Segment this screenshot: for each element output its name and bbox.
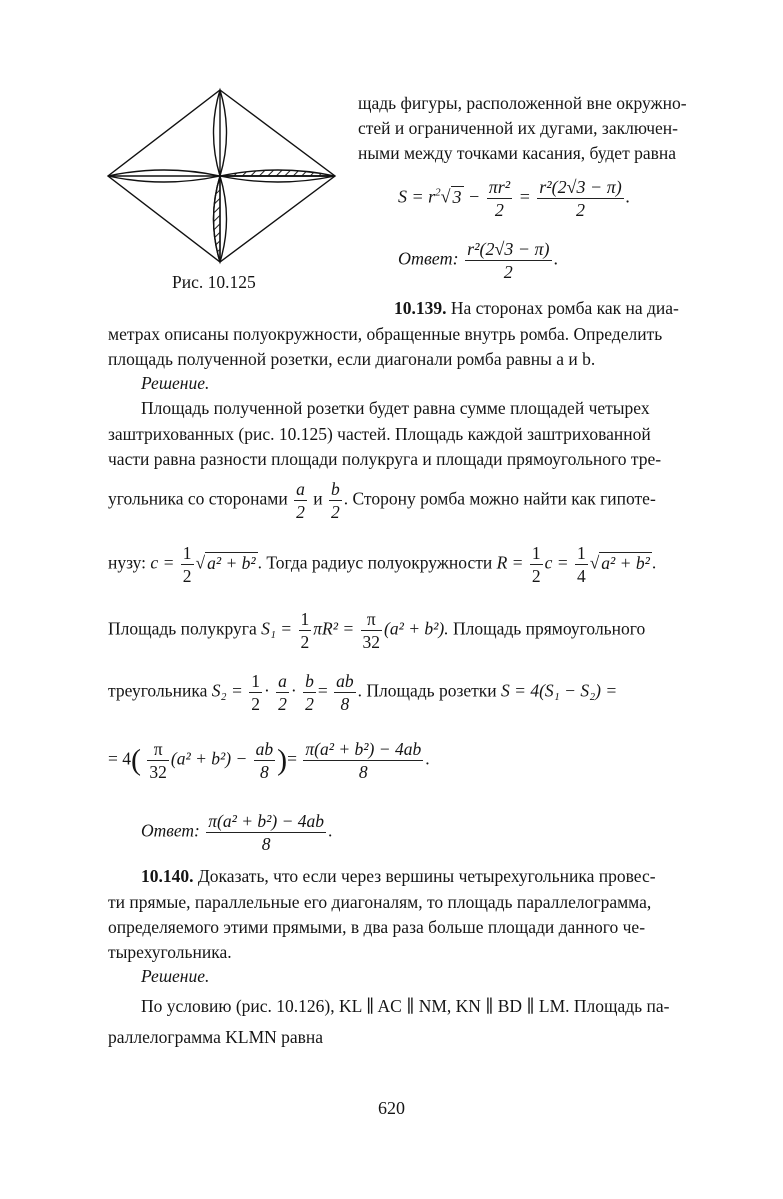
text-line: ными между точками касания, будет равна (358, 143, 677, 163)
line-semicircle: Площадь полукруга S₁ = $\frac{1}{2}$ πR² = $\frac{\pi}{32}$ (a² + b²). Площадь прямоугольного (108, 609, 646, 652)
figure-caption: Рис. 10.125 (172, 272, 256, 292)
solution-label: Решение. (141, 966, 210, 986)
text-line: метрах описаны полуокружности, обращенные внутрь ромба. Определить (108, 324, 663, 344)
answer-top: Ответ: $\frac{\text{r²(2√3 − π)}}{2}$ . (398, 239, 558, 282)
rhombus-rosette-figure (100, 80, 345, 270)
line-hypotenuse: нузу: c = $\frac{1}{2}$ √ a² + b² . Тогда радиус полуокружности R = $\frac{1}{2}$ c = $\frac{1}{4}$ √ a² + b² . (108, 543, 657, 586)
page-number: 620 (378, 1098, 405, 1118)
problem-140-first-line: 10.140. Доказать, что если через вершины четырехугольника провес- (141, 866, 656, 886)
answer-139: Ответ: $\frac{\text{π(a² + b²) − 4ab}}{8}$ . (141, 811, 333, 854)
formula-S: $S = r^2√$ 3 − $\frac{\text{πr²}}{2}$ = $\frac{\text{r²(2√3 − π)}}{2}$ . (398, 177, 631, 220)
text-line: стей и ограниченной их дугами, заключен- (358, 118, 678, 138)
problem-139-first-line: 10.139. На сторонах ромба как на диа- (394, 298, 679, 318)
solution-label: Решение. (141, 373, 210, 393)
text-line: ти прямые, параллельные его диагоналям, то площадь параллелограмма, (108, 892, 652, 912)
text-line: По условию (рис. 10.126), KL ∥ AC ∥ NM, KN ∥ BD ∥ LM. Площадь па- (141, 996, 670, 1016)
line-result: = 4( $\frac{\pi}{32}$ (a² + b²) − $\frac{ab}{8}$ )= $\frac{\text{π(a² + b²) − 4ab}}{8}$ . (108, 739, 430, 782)
text-line: части равна разности площади полукруга и площади прямоугольного тре- (108, 449, 662, 469)
text-line: тырехугольника. (108, 942, 232, 962)
text-line: щадь фигуры, расположенной вне окружно- (358, 93, 687, 113)
line-sides: угольника со сторонами $\frac{a}{2}$ и $\frac{b}{2}$ . Сторону ромба можно найти как гипоте- (108, 479, 656, 522)
text-line: раллелограмма KLMN равна (108, 1027, 324, 1047)
text-line: определяемого этими прямыми, в два раза больше площади данного че- (108, 917, 646, 937)
text-line: Площадь полученной розетки будет равна сумме площадей четырех (141, 398, 650, 418)
text-line: площадь полученной розетки, если диагонали ромба равны a и b. (108, 349, 596, 369)
line-triangle: треугольника S₂ = $\frac{1}{2}$ · $\frac{a}{2}$ · $\frac{b}{2}$ = $\frac{ab}{8}$ . Площадь розетки S = 4(S₁ − S₂) = (108, 671, 618, 714)
text-line: заштрихованных (рис. 10.125) частей. Площадь каждой заштрихованной (108, 424, 651, 444)
